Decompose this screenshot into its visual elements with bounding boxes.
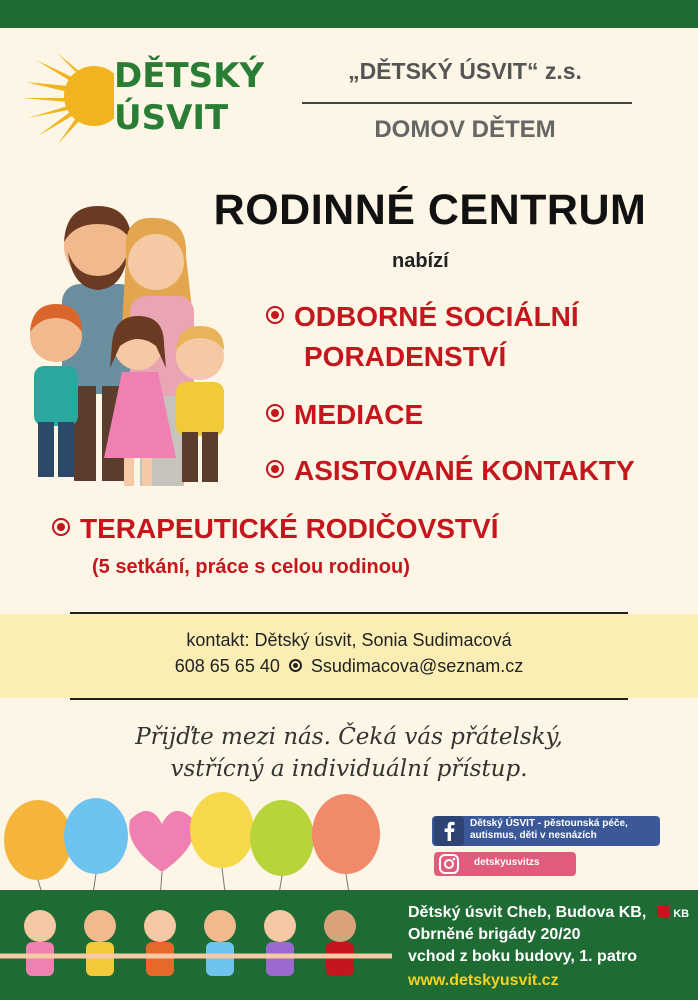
top-bar	[0, 0, 698, 28]
bullet-icon	[52, 518, 70, 536]
bullet-icon	[266, 404, 284, 422]
page-title: RODINNÉ CENTRUM	[213, 186, 647, 234]
logo-text-line2: ÚSVIT	[114, 98, 229, 138]
bullet-icon	[266, 460, 284, 478]
invite-line2: vstřícný a individuální přístup.	[170, 756, 528, 782]
children-illustration	[0, 896, 392, 1000]
invite-line1: Přijďte mezi nás. Čeká vás přátelský,	[135, 724, 563, 750]
bullet-icon	[289, 659, 302, 672]
facebook-page-name[interactable]: Dětský ÚSVIT - pěstounská péče, autismus, děti v nesnázích	[470, 818, 628, 841]
header-divider	[302, 102, 632, 104]
contact-email[interactable]: Ssudimacova@seznam.cz	[310, 656, 524, 676]
contact-phone[interactable]: 608 65 65 40	[174, 656, 280, 676]
org-name: „DĚTSKÝ ÚSVIT“ z.s.	[348, 58, 582, 84]
instagram-icon	[438, 853, 460, 875]
service-item-social-counseling-line2: PORADENSTVÍ	[304, 341, 507, 372]
instagram-handle[interactable]: detskyusvitzs	[474, 857, 540, 868]
address-line3: vchod z boku budovy, 1. patro	[408, 948, 638, 965]
kb-bank-label: KB	[673, 908, 690, 920]
contact-person: kontakt: Dětský úsvit, Sonia Sudimacová	[186, 630, 512, 650]
facebook-icon	[434, 816, 464, 846]
service-item-mediation: MEDIACE	[266, 398, 423, 432]
address-line2: Obrněné brigády 20/20	[408, 926, 581, 943]
website-link[interactable]: www.detskyusvit.cz	[408, 972, 559, 989]
contact-top-divider	[70, 612, 628, 614]
therapeutic-note: (5 setkání, práce s celou rodinou)	[92, 556, 410, 578]
service-item-assisted-contacts: ASISTOVANÉ KONTAKTY	[266, 454, 635, 488]
balloons-illustration	[0, 790, 400, 900]
address-line1: Dětský úsvit Cheb, Budova KB, KB	[408, 904, 690, 921]
bullet-icon	[266, 306, 284, 324]
sun-logo-icon	[22, 52, 114, 144]
family-illustration	[26, 196, 248, 494]
service-item-therapeutic-parenting: TERAPEUTICKÉ RODIČOVSTVÍ	[52, 512, 498, 546]
contact-bottom-divider	[70, 698, 628, 700]
logo-text-line1: DĚTSKÝ	[114, 56, 265, 96]
kb-bank-logo-icon	[657, 906, 669, 918]
service-item-social-counseling: ODBORNÉ SOCIÁLNÍ	[266, 300, 579, 334]
subtitle: DOMOV DĚTEM	[374, 116, 556, 143]
offers-label: nabízí	[392, 250, 449, 272]
contact-details	[0, 656, 698, 677]
